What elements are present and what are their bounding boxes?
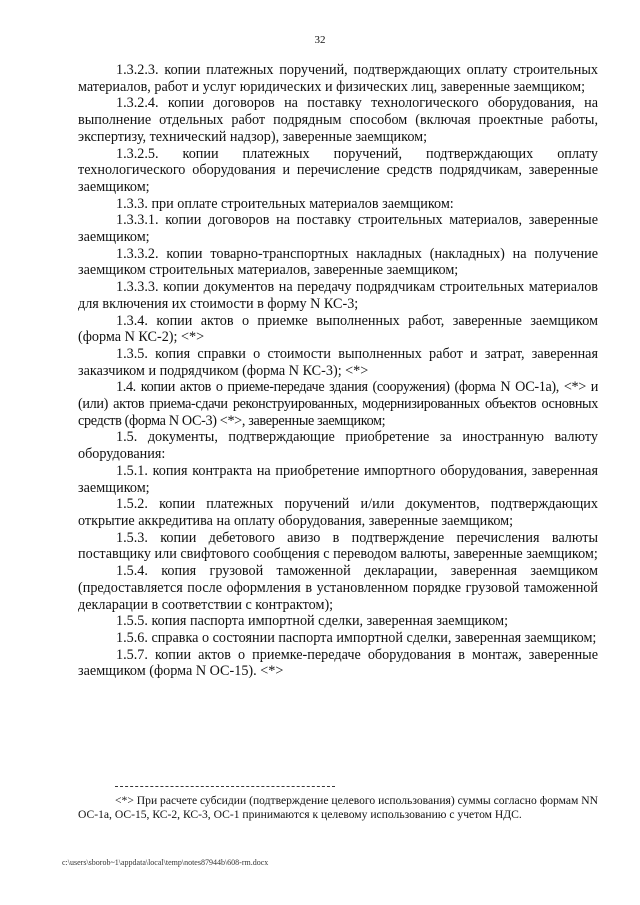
paragraph-1-5: 1.5. документы, подтверждающие приобретение за иностранную валюту оборудования:	[78, 429, 598, 463]
page-number: 32	[314, 34, 326, 46]
paragraph-1-3-4: 1.3.4. копии актов о приемке выполненных работ, заверенные заемщиком (форма N КС-2); <*>	[78, 312, 598, 346]
paragraph-1-3-5: 1.3.5. копия справки о стоимости выполненных работ и затрат, заверенная заказчиком и подрядчиком (форма N КС-3); <*>	[78, 345, 598, 379]
paragraph-1-5-2: 1.5.2. копии платежных поручений и/или документов, подтверждающих открытие аккредитива на оплату оборудования, заверенные заемщиком;	[78, 496, 598, 529]
footnote: <*> При расчете субсидии (подтверждение целевого использования) суммы согласно формам NN ОС-1а, ОС-15, КС-2, КС-3, ОС-1 принимаются к целевому использованию с учетом НДС.	[78, 794, 599, 822]
paragraph-1-5-5: 1.5.5. копия паспорта импортной сделки, заверенная заемщиком;	[116, 613, 509, 630]
paragraph-1-5-3: 1.5.3. копии дебетового авизо в подтверждение перечисления валюты поставщику или свифтового сообщения с переводом валюты, заверенные заемщиком;	[78, 529, 598, 563]
paragraph-1-5-7: 1.5.7. копии актов о приемке-передаче оборудования в монтаж, заверенные заемщиком (форма N ОС-15). <*>	[78, 646, 598, 680]
document-body	[78, 62, 598, 680]
footnote-separator	[115, 786, 335, 787]
paragraph-1-4: 1.4. копии актов о приеме-передаче здания (сооружения) (форма N ОС-1а), <*> и (или) актов приема-сдачи реконструированных, модернизированных объектов основных средств (форма N ОС-3) <*>, заверенные заемщиком;	[78, 379, 598, 429]
paragraph-1-3-2-5: 1.3.2.5. копии платежных поручений, подтверждающих оплату технологического оборудования и перечисление средств подрядчикам, заверенные заемщиком;	[78, 145, 598, 195]
paragraph-1-3-3: 1.3.3. при оплате строительных материалов заемщиком:	[116, 195, 454, 212]
paragraph-1-3-3-1: 1.3.3.1. копии договоров на поставку строительных материалов, заверенные заемщиком;	[78, 212, 598, 246]
paragraph-1-3-2-4: 1.3.2.4. копии договоров на поставку технологического оборудования, на выполнение отдельных работ подрядным способом (включая проектные работы, экспертизу, технический надзор), заверенные заемщиком;	[78, 95, 598, 145]
paragraph-1-3-3-2: 1.3.3.2. копии товарно-транспортных накладных (накладных) на получение заемщиком строительных материалов, заверенные заемщиком;	[78, 245, 598, 279]
file-path-footer: c:\users\sborob~1\appdata\local\temp\notes87944b\608-rm.docx	[62, 858, 269, 867]
paragraph-1-3-2-3: 1.3.2.3. копии платежных поручений, подтверждающих оплату строительных материалов, работ и услуг юридических и физических лиц, заверенные заемщиком;	[78, 62, 598, 95]
paragraph-1-5-1: 1.5.1. копия контракта на приобретение импортного оборудования, заверенная заемщиком;	[78, 462, 598, 496]
paragraph-1-5-4: 1.5.4. копия грузовой таможенной декларации, заверенная заемщиком (предоставляется после оформления в установленном порядке грузовой таможенной декларации в соответствии с контрактом);	[78, 563, 598, 613]
paragraph-1-3-3-3: 1.3.3.3. копии документов на передачу подрядчикам строительных материалов для включения их стоимости в форму N КС-3;	[78, 279, 598, 312]
paragraph-1-5-6: 1.5.6. справка о состоянии паспорта импортной сделки, заверенная заемщиком;	[116, 629, 597, 646]
